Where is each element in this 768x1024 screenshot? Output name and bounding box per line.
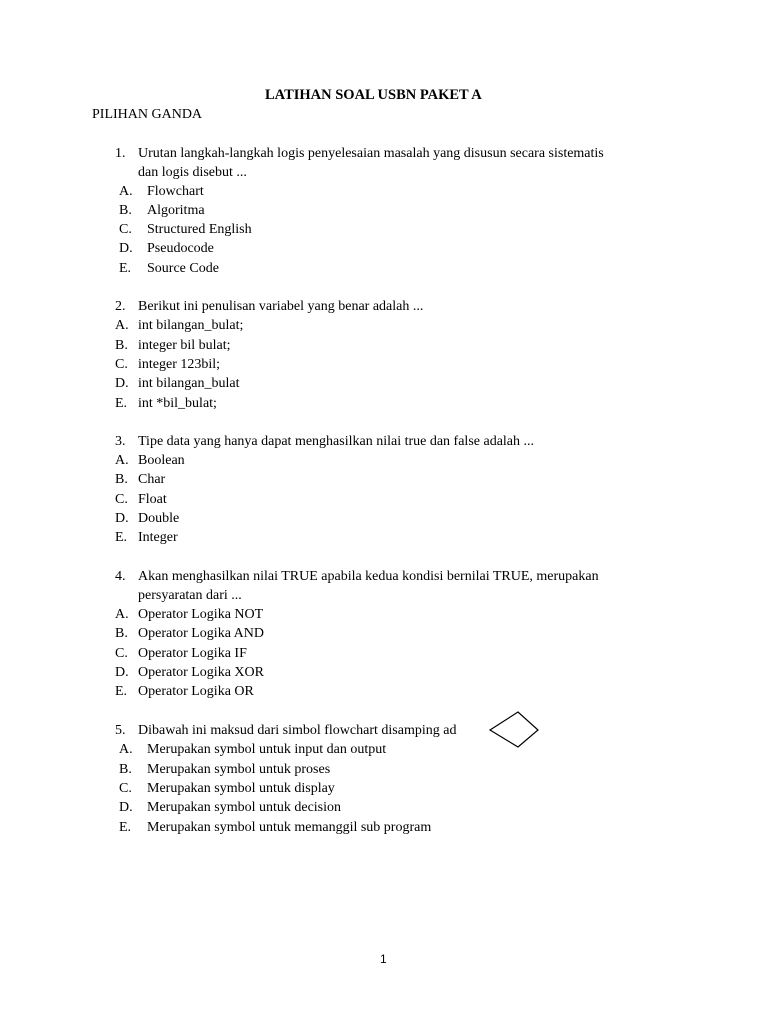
question-text-line: Akan menghasilkan nilai TRUE apabila kedua kondisi bernilai TRUE, merupakan	[138, 569, 599, 584]
option-letter: E.	[115, 684, 128, 699]
option-letter: C.	[119, 222, 132, 237]
option-letter: E.	[115, 396, 128, 411]
option-letter: A.	[119, 742, 133, 757]
option-text: Double	[138, 511, 180, 526]
option-text: Operator Logika AND	[138, 626, 264, 641]
option-letter: B.	[115, 472, 128, 487]
option-letter: C.	[115, 492, 128, 507]
question-number: 4.	[115, 569, 126, 584]
option-letter: B.	[115, 338, 128, 353]
option-text: Operator Logika OR	[138, 684, 254, 699]
option-text: Merupakan symbol untuk input dan output	[147, 742, 387, 757]
question-number: 1.	[115, 146, 126, 161]
question-text-line: persyaratan dari ...	[138, 588, 242, 603]
option-text: int bilangan_bulat	[138, 376, 240, 391]
option-text: int bilangan_bulat;	[138, 318, 244, 333]
option-text: Merupakan symbol untuk proses	[147, 762, 331, 777]
diamond-mask	[470, 709, 490, 749]
diamond-shape	[490, 712, 538, 747]
option-text: integer 123bil;	[138, 357, 221, 372]
option-text: Structured English	[147, 222, 252, 237]
option-letter: E.	[119, 820, 132, 835]
option-letter: C.	[115, 357, 128, 372]
section-heading: PILIHAN GANDA	[92, 107, 203, 122]
option-text: Operator Logika NOT	[138, 607, 264, 622]
option-text: Integer	[138, 530, 178, 545]
question-text-line: Berikut ini penulisan variabel yang benar adalah ...	[138, 299, 424, 314]
option-text: Algoritma	[147, 203, 205, 218]
question-number: 2.	[115, 299, 126, 314]
option-letter: C.	[115, 646, 128, 661]
option-text: integer bil bulat;	[138, 338, 231, 353]
option-text: Merupakan symbol untuk memanggil sub program	[147, 820, 432, 835]
question-number: 5.	[115, 723, 126, 738]
decision-diamond-icon	[470, 709, 560, 749]
option-letter: B.	[115, 626, 128, 641]
option-text: Operator Logika XOR	[138, 665, 264, 680]
option-letter: D.	[119, 241, 133, 256]
page-number: 1	[380, 952, 387, 966]
option-letter: A.	[119, 184, 133, 199]
option-letter: E.	[119, 261, 132, 276]
option-text: Operator Logika IF	[138, 646, 247, 661]
option-letter: D.	[115, 376, 129, 391]
option-letter: C.	[119, 781, 132, 796]
option-text: Merupakan symbol untuk decision	[147, 800, 342, 815]
option-letter: D.	[115, 665, 129, 680]
option-text: Flowchart	[147, 184, 204, 199]
option-text: Float	[138, 492, 167, 507]
option-letter: B.	[119, 762, 132, 777]
option-letter: E.	[115, 530, 128, 545]
page-title: LATIHAN SOAL USBN PAKET A	[265, 87, 482, 103]
option-text: Boolean	[138, 453, 185, 468]
option-letter: B.	[119, 203, 132, 218]
option-text: Source Code	[147, 261, 219, 276]
option-letter: A.	[115, 318, 129, 333]
option-text: Pseudocode	[147, 241, 214, 256]
option-letter: D.	[115, 511, 129, 526]
question-text-line: Tipe data yang hanya dapat menghasilkan nilai true dan false adalah ...	[138, 434, 535, 449]
option-text: int *bil_bulat;	[138, 396, 217, 411]
question-text-line: Dibawah ini maksud dari simbol flowchart disamping ad	[138, 723, 457, 738]
option-letter: A.	[115, 453, 129, 468]
question-text-line: dan logis disebut ...	[138, 165, 247, 180]
option-text: Merupakan symbol untuk display	[147, 781, 335, 796]
question-text-line: Urutan langkah-langkah logis penyelesaian masalah yang disusun secara sistematis	[138, 146, 604, 161]
option-letter: D.	[119, 800, 133, 815]
option-letter: A.	[115, 607, 129, 622]
option-text: Char	[138, 472, 166, 487]
question-number: 3.	[115, 434, 126, 449]
